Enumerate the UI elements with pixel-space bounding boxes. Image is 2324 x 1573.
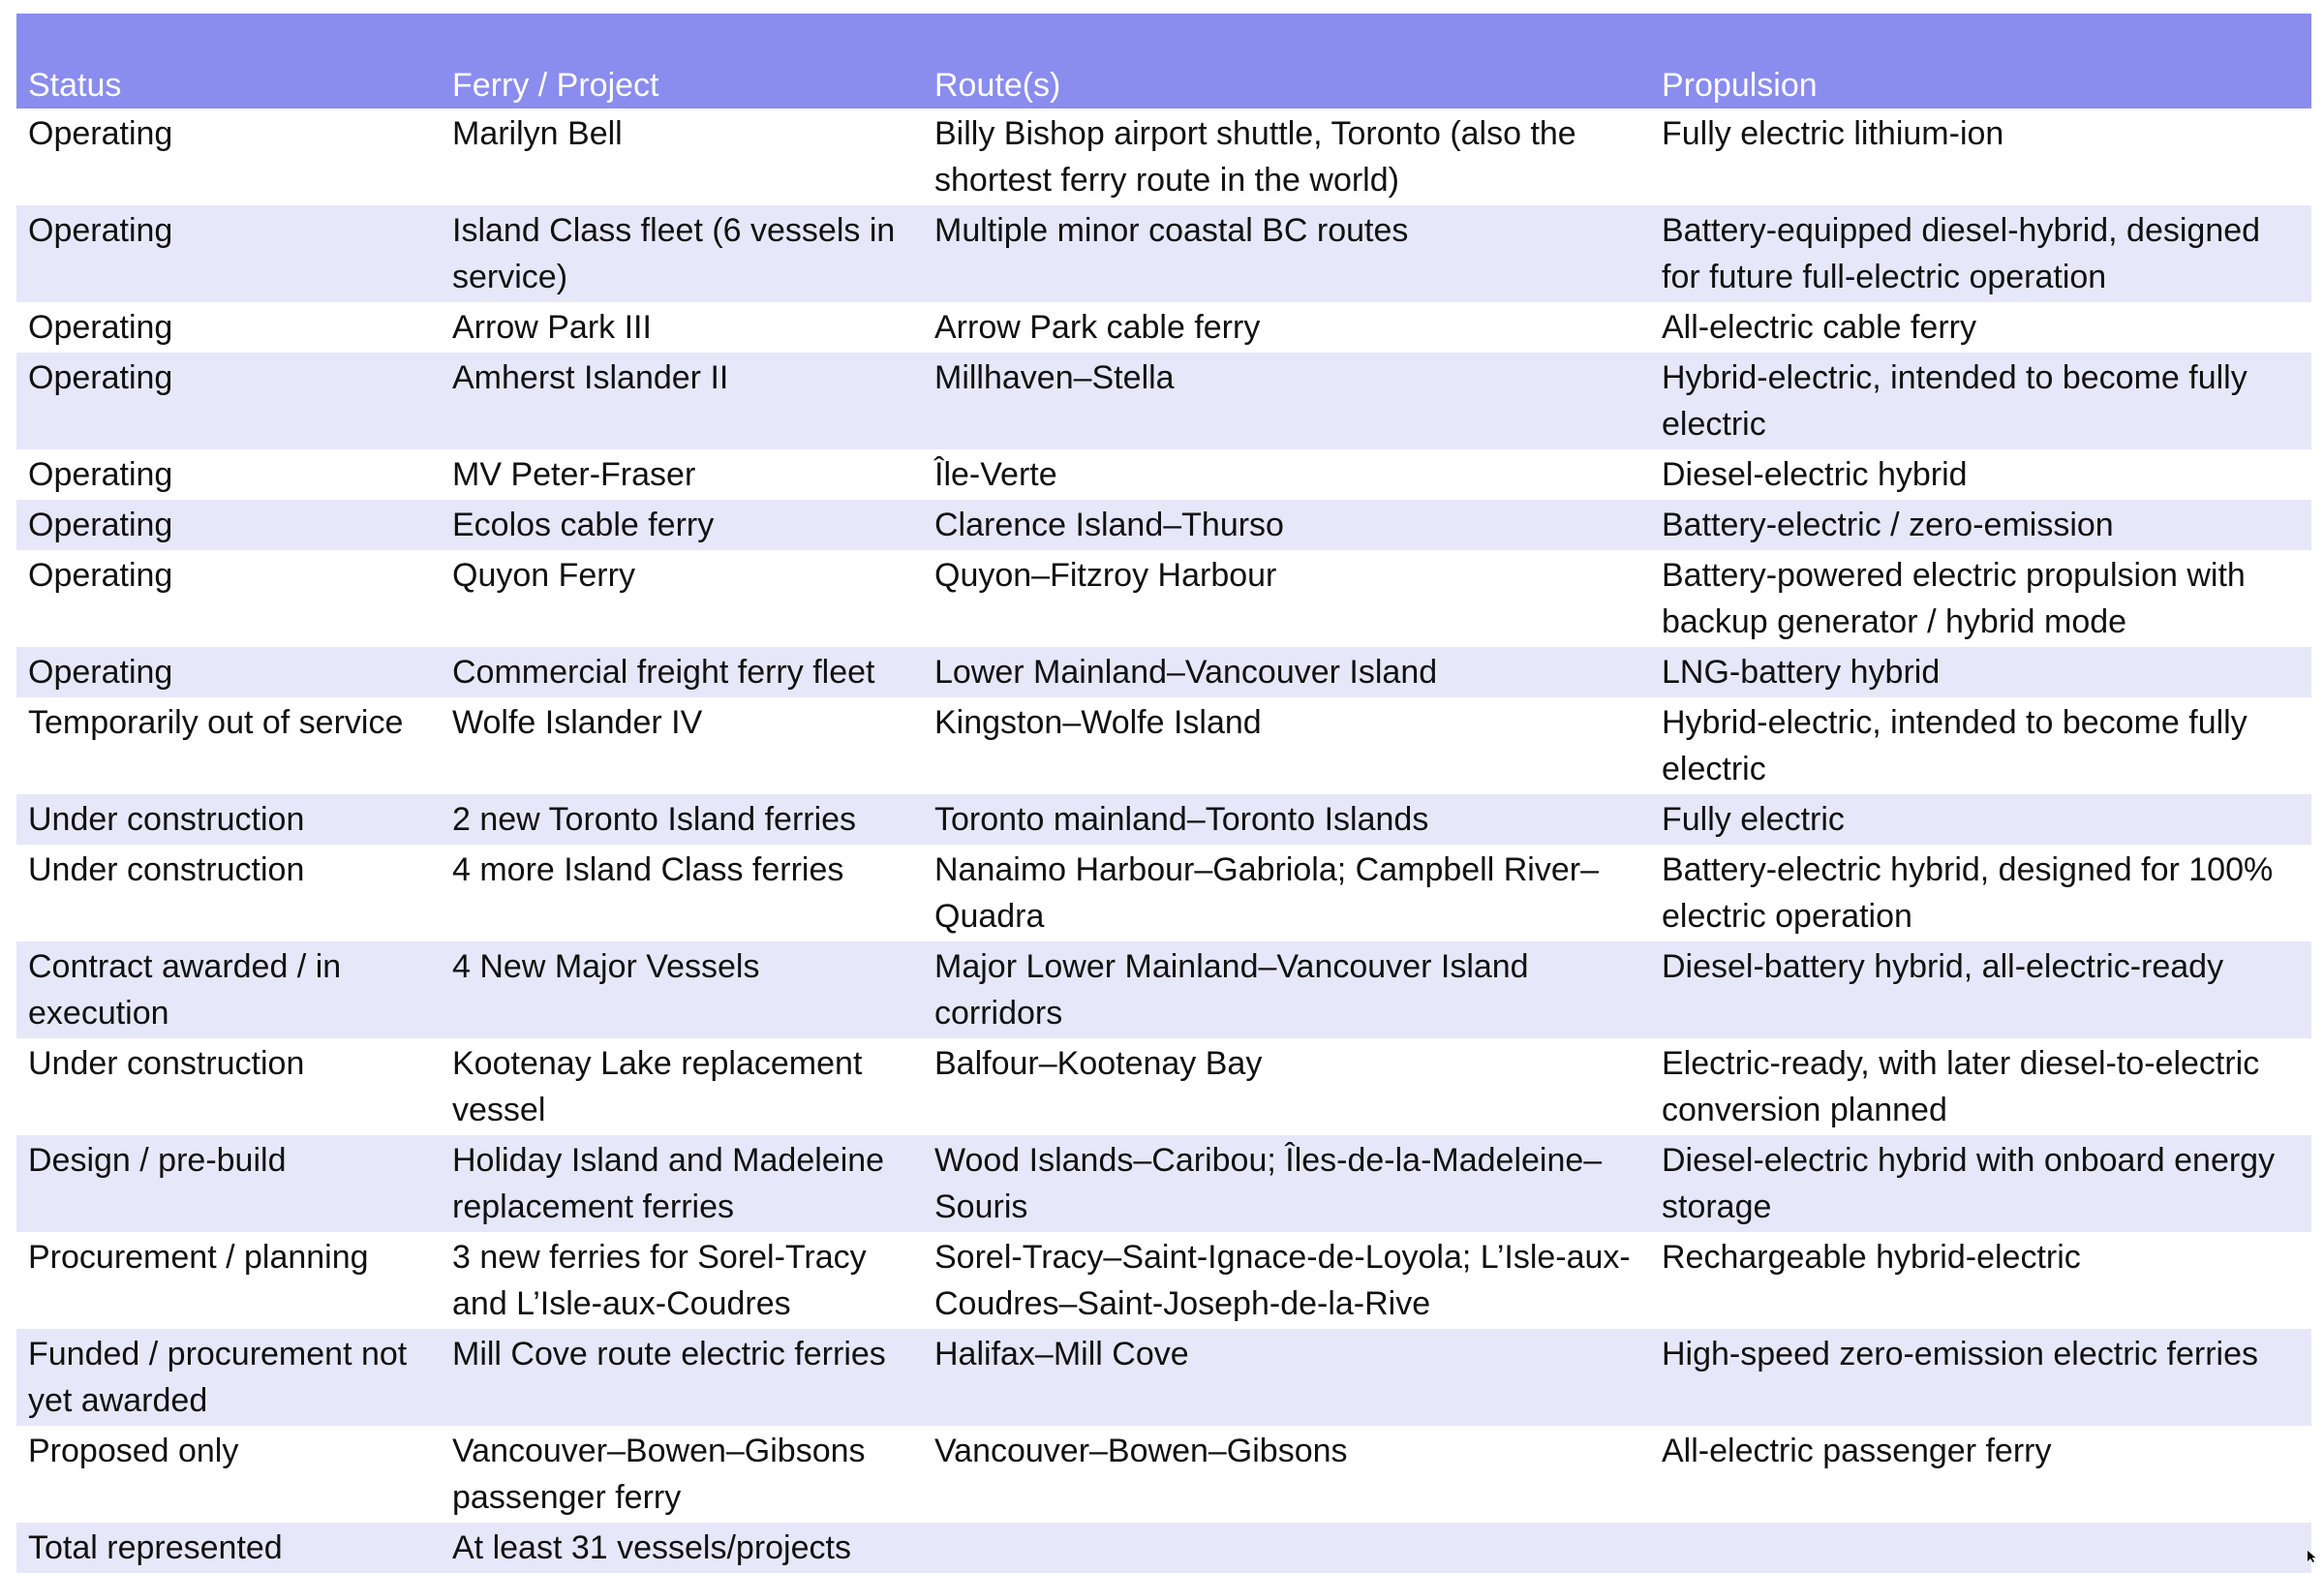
cell-propulsion: LNG-battery hybrid bbox=[1662, 654, 1941, 691]
cell-routes: Millhaven–Stella bbox=[934, 359, 1175, 396]
cell-routes: Halifax–Mill Cove bbox=[934, 1336, 1189, 1373]
cell-status: Operating bbox=[28, 507, 173, 543]
cell-routes: Île-Verte bbox=[934, 456, 1057, 493]
cell-project: 2 new Toronto Island ferries bbox=[452, 801, 857, 838]
cell-status: Proposed only bbox=[28, 1433, 239, 1469]
cell-project: Kootenay Lake replacement vessel bbox=[452, 1045, 863, 1128]
cell-propulsion: Hybrid-electric, intended to become fully electric bbox=[1662, 359, 2248, 443]
cell-propulsion: Electric-ready, with later diesel-to-electric conversion planned bbox=[1662, 1045, 2260, 1128]
cell-project: Commercial freight ferry fleet bbox=[452, 654, 875, 691]
table-row bbox=[16, 845, 2311, 941]
cell-project: Mill Cove route electric ferries bbox=[452, 1336, 886, 1373]
table-row bbox=[16, 353, 2311, 449]
cell-status: Operating bbox=[28, 359, 173, 396]
cell-project: 4 more Island Class ferries bbox=[452, 851, 844, 888]
cell-status: Operating bbox=[28, 115, 173, 152]
cell-project: Marilyn Bell bbox=[452, 115, 623, 152]
cell-project: Wolfe Islander IV bbox=[452, 704, 703, 741]
cell-routes: Arrow Park cable ferry bbox=[934, 309, 1261, 346]
cell-propulsion: Hybrid-electric, intended to become fully electric bbox=[1662, 704, 2248, 787]
cell-project: 3 new ferries for Sorel-Tracy and L’Isle-aux-Coudres bbox=[452, 1239, 867, 1322]
cell-routes: Vancouver–Bowen–Gibsons bbox=[934, 1433, 1348, 1469]
cell-project: Amherst Islander II bbox=[452, 359, 729, 396]
cell-propulsion: Battery-electric / zero-emission bbox=[1662, 507, 2114, 543]
table-row bbox=[16, 697, 2311, 794]
cell-routes: Wood Islands–Caribou; Îles-de-la-Madeleine–Souris bbox=[934, 1142, 1603, 1225]
cell-routes: Lower Mainland–Vancouver Island bbox=[934, 654, 1438, 691]
cell-propulsion: Rechargeable hybrid-electric bbox=[1662, 1239, 2081, 1276]
ferry-table bbox=[16, 14, 2311, 1573]
table-row bbox=[16, 1523, 2311, 1573]
cell-project: Vancouver–Bowen–Gibsons passenger ferry bbox=[452, 1433, 866, 1516]
cell-status: Contract awarded / in execution bbox=[28, 948, 342, 1032]
table-row bbox=[16, 449, 2311, 500]
table-row bbox=[16, 302, 2311, 353]
cell-status: Operating bbox=[28, 309, 173, 346]
cell-project: Quyon Ferry bbox=[452, 557, 635, 594]
table-row bbox=[16, 1232, 2311, 1329]
cell-routes bbox=[923, 1523, 1650, 1573]
cell-project: At least 31 vessels/projects bbox=[452, 1529, 851, 1566]
table-row bbox=[16, 1329, 2311, 1426]
cell-propulsion: Fully electric bbox=[1662, 801, 1845, 838]
cell-project: Island Class fleet (6 vessels in service) bbox=[452, 212, 896, 295]
table-row bbox=[16, 1038, 2311, 1135]
cell-status: Procurement / planning bbox=[28, 1239, 369, 1276]
cell-status: Funded / procurement not yet awarded bbox=[28, 1336, 408, 1419]
cell-status: Design / pre-build bbox=[28, 1142, 287, 1179]
cell-routes: Toronto mainland–Toronto Islands bbox=[934, 801, 1429, 838]
table-row bbox=[16, 1135, 2311, 1232]
header-routes: Route(s) bbox=[934, 67, 1061, 104]
cell-status: Operating bbox=[28, 456, 173, 493]
cell-project: Holiday Island and Madeleine replacement ferries bbox=[452, 1142, 885, 1225]
cell-propulsion bbox=[1650, 1523, 2311, 1573]
table-row bbox=[16, 205, 2311, 302]
table-row bbox=[16, 500, 2311, 550]
table-row bbox=[16, 794, 2311, 845]
cell-propulsion: Diesel-electric hybrid with onboard energy storage bbox=[1662, 1142, 2276, 1225]
cell-project: 4 New Major Vessels bbox=[452, 948, 760, 985]
cell-status: Operating bbox=[28, 212, 173, 249]
cell-status: Temporarily out of service bbox=[28, 704, 404, 741]
cell-propulsion: Battery-powered electric propulsion with backup generator / hybrid mode bbox=[1662, 557, 2246, 640]
cell-propulsion: All-electric cable ferry bbox=[1662, 309, 1976, 346]
cell-status: Under construction bbox=[28, 851, 305, 888]
cell-status: Total represented bbox=[28, 1529, 283, 1566]
cell-project: Ecolos cable ferry bbox=[452, 507, 715, 543]
header-row bbox=[16, 14, 2311, 108]
cell-propulsion: Diesel-battery hybrid, all-electric-ready bbox=[1662, 948, 2224, 985]
cell-propulsion: Battery-equipped diesel-hybrid, designed for future full-electric operation bbox=[1662, 212, 2261, 295]
cell-status: Under construction bbox=[28, 801, 305, 838]
cell-routes: Clarence Island–Thurso bbox=[934, 507, 1284, 543]
resize-grip-icon bbox=[2307, 1550, 2318, 1563]
cell-propulsion: High-speed zero-emission electric ferries bbox=[1662, 1336, 2259, 1373]
cell-routes: Multiple minor coastal BC routes bbox=[934, 212, 1409, 249]
cell-status: Under construction bbox=[28, 1045, 305, 1082]
cell-project: Arrow Park III bbox=[452, 309, 652, 346]
header-status: Status bbox=[28, 67, 122, 104]
table-row bbox=[16, 108, 2311, 205]
cell-routes: Quyon–Fitzroy Harbour bbox=[934, 557, 1277, 594]
ferry-table-container bbox=[16, 14, 2311, 1573]
cell-routes: Balfour–Kootenay Bay bbox=[934, 1045, 1263, 1082]
table-body bbox=[16, 108, 2311, 1573]
cell-routes: Kingston–Wolfe Island bbox=[934, 704, 1262, 741]
header-propulsion: Propulsion bbox=[1662, 67, 1818, 104]
cell-routes: Major Lower Mainland–Vancouver Island corridors bbox=[934, 948, 1529, 1032]
cell-status: Operating bbox=[28, 557, 173, 594]
table-row bbox=[16, 550, 2311, 647]
cell-propulsion: Diesel-electric hybrid bbox=[1662, 456, 1968, 493]
table-row bbox=[16, 647, 2311, 697]
cell-project: MV Peter-Fraser bbox=[452, 456, 696, 493]
cell-routes: Sorel-Tracy–Saint-Ignace-de-Loyola; L’Isle-aux-Coudres–Saint-Joseph-de-la-Rive bbox=[934, 1239, 1631, 1322]
cell-routes: Billy Bishop airport shuttle, Toronto (also the shortest ferry route in the world) bbox=[934, 115, 1576, 199]
cell-propulsion: Fully electric lithium-ion bbox=[1662, 115, 2004, 152]
header-project: Ferry / Project bbox=[452, 67, 659, 104]
table-row bbox=[16, 941, 2311, 1038]
cell-propulsion: Battery-electric hybrid, designed for 100% electric operation bbox=[1662, 851, 2274, 935]
cell-routes: Nanaimo Harbour–Gabriola; Campbell River–Quadra bbox=[934, 851, 1599, 935]
table-row bbox=[16, 1426, 2311, 1523]
cell-propulsion: All-electric passenger ferry bbox=[1662, 1433, 2052, 1469]
cell-status: Operating bbox=[28, 654, 173, 691]
